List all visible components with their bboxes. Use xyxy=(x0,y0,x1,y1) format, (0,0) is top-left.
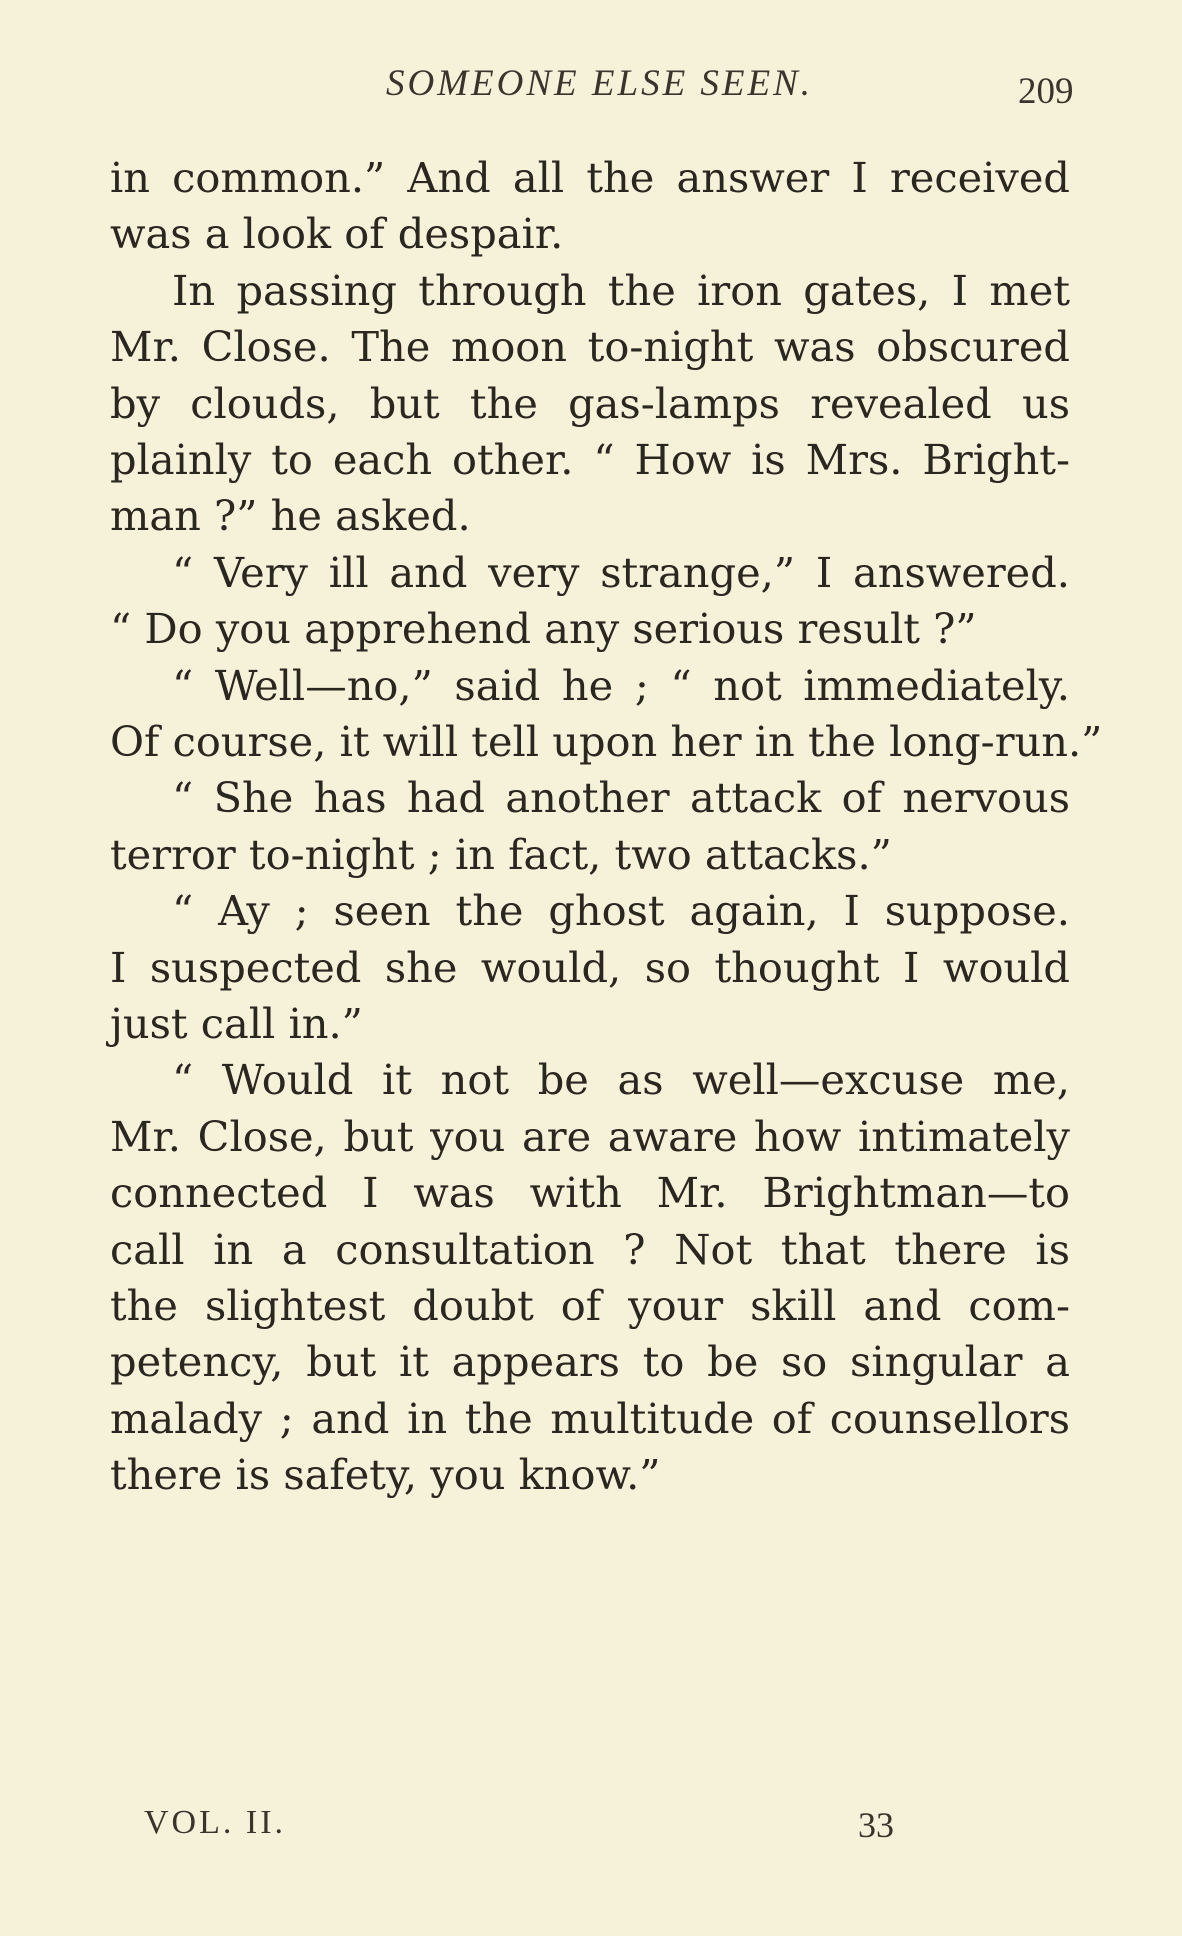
text-line: Of course, it will tell upon her in the long-run.” xyxy=(110,717,1103,766)
text-line: “ Would it not be as well—excuse me, xyxy=(172,1055,1070,1105)
text-line: plainly to each other. “ How is Mrs. Bright- xyxy=(110,435,1070,484)
page-number: 209 xyxy=(1018,71,1074,112)
text-line: “ Very ill and very strange,” I answered. xyxy=(172,547,1070,597)
text-line: was a look of despair. xyxy=(110,209,564,259)
text-line: Mr. Close, but you are aware how intimately xyxy=(110,1111,1070,1161)
running-head: SOMEONE ELSE SEEN. xyxy=(386,63,814,104)
page-footer xyxy=(0,1804,1182,1854)
text-line: “ Ay ; seen the ghost again, I suppose. xyxy=(172,886,1070,936)
text-line: the slightest doubt of your skill and com- xyxy=(110,1281,1070,1330)
text-line: I suspected she would, so thought I would xyxy=(110,942,1070,992)
signature-mark: 33 xyxy=(858,1805,894,1845)
text-line: there is safety, you know.” xyxy=(110,1450,661,1500)
volume-mark: VOL. II. xyxy=(144,1804,287,1841)
text-line: malady ; and in the multitude of counsellors xyxy=(110,1393,1070,1443)
text-line: call in a consultation ? Not that there is xyxy=(110,1224,1070,1274)
text-line: connected I was with Mr. Brightman—to xyxy=(110,1168,1070,1218)
text-line: “ Do you apprehend any serious result ?” xyxy=(110,604,977,654)
text-line: terror to-night ; in fact, two attacks.” xyxy=(110,829,892,879)
text-line: In passing through the iron gates, I met xyxy=(172,265,1070,315)
text-line: “ Well—no,” said he ; “ not immediately. xyxy=(172,660,1070,710)
text-line: in common.” And all the answer I received xyxy=(110,153,1070,202)
page-header xyxy=(0,62,1182,112)
text-line: by clouds, but the gas-lamps revealed us xyxy=(110,378,1070,428)
text-line: “ She has had another attack of nervous xyxy=(172,773,1070,823)
text-line: Mr. Close. The moon to-night was obscured xyxy=(110,322,1070,372)
text-line: man ?” he asked. xyxy=(110,491,471,541)
text-line: petency, but it appears to be so singular a xyxy=(110,1337,1070,1387)
text-line: just call in.” xyxy=(110,999,363,1048)
